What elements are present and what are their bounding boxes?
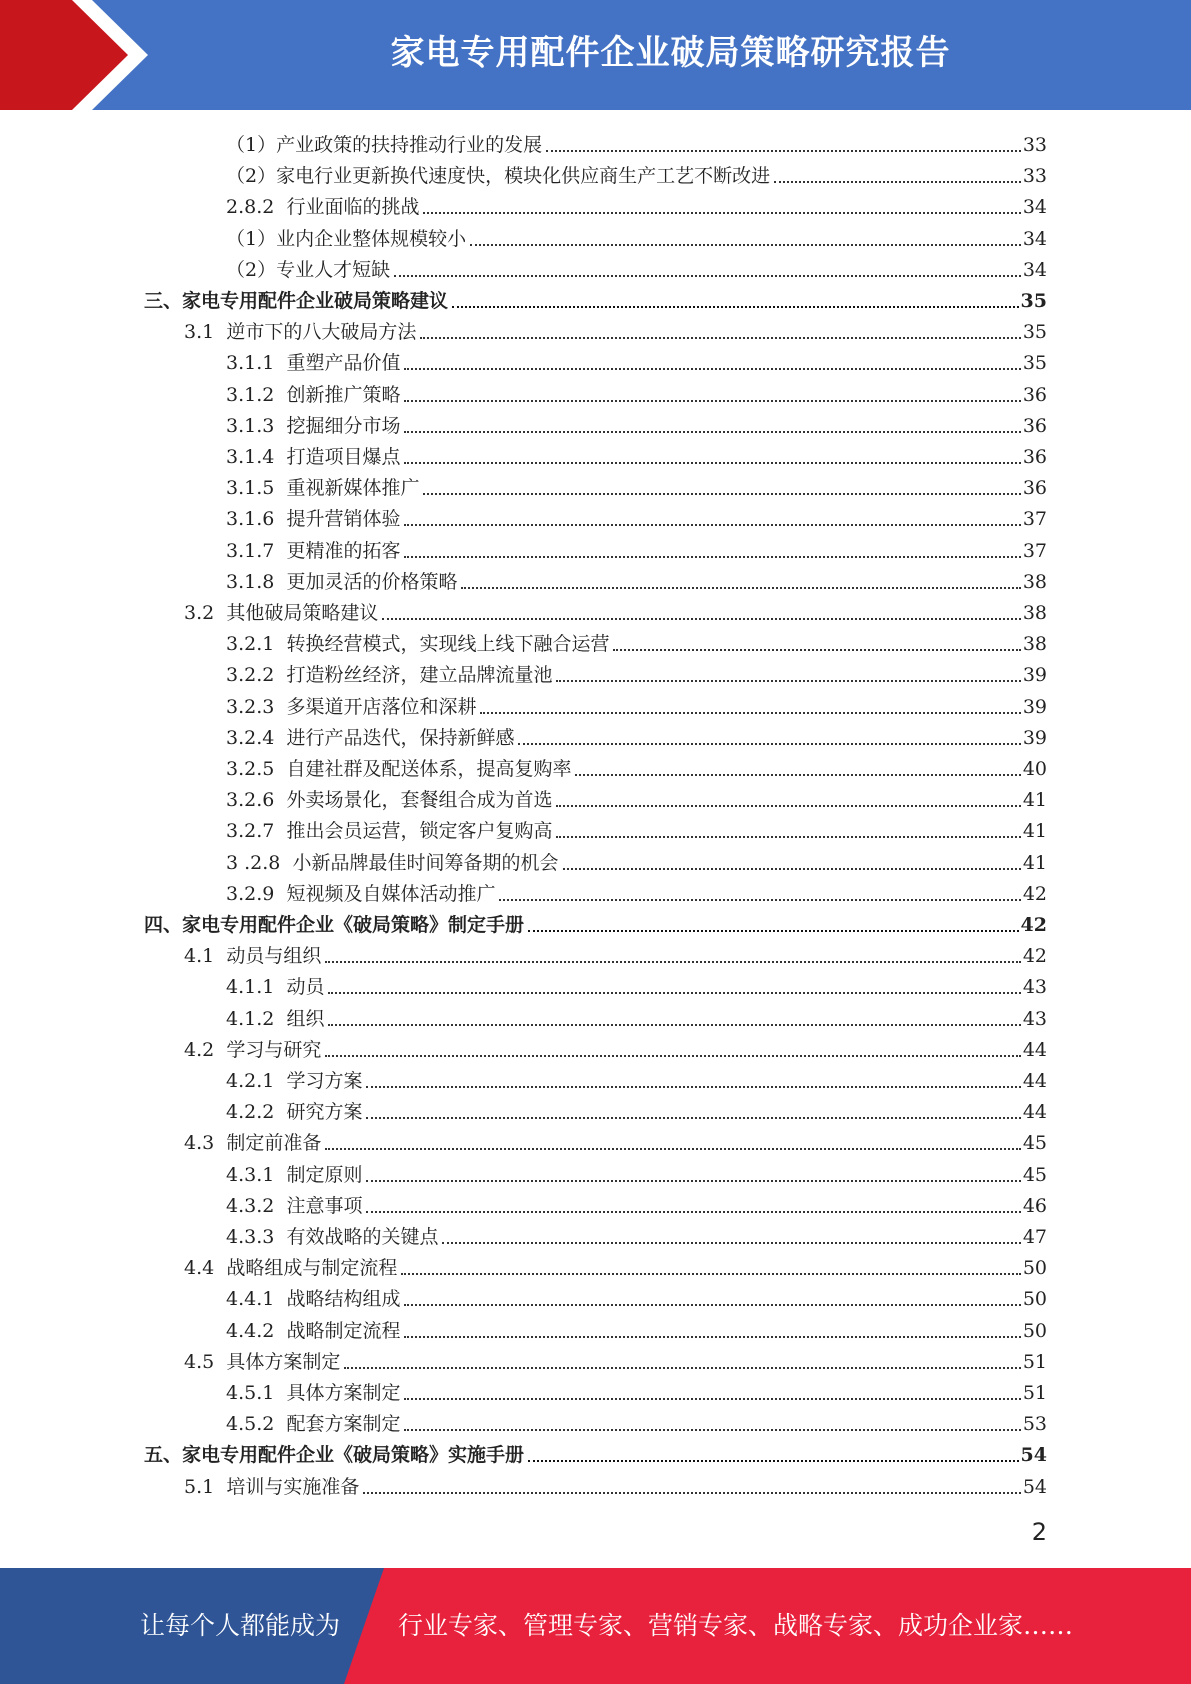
toc-dot-leader	[518, 743, 1020, 745]
toc-dot-leader	[325, 961, 1020, 963]
toc-entry-number: 3.2.1	[226, 633, 275, 656]
toc-entry[interactable]	[226, 814, 1047, 844]
toc-dot-leader	[366, 1180, 1020, 1182]
toc-entry-number: 4.4.2	[226, 1319, 275, 1342]
toc-entry-number: 3.1.1	[226, 352, 275, 375]
toc-entry-page: 51	[1022, 1382, 1047, 1404]
toc-dot-leader	[404, 556, 1020, 558]
toc-entry[interactable]	[226, 877, 1047, 907]
toc-entry-title: 战略制定流程	[286, 1319, 401, 1342]
toc-entry-number: 5.1	[184, 1475, 215, 1498]
toc-entry-page: 35	[1022, 321, 1047, 344]
toc-entry[interactable]	[226, 159, 1047, 189]
toc-entry[interactable]	[226, 409, 1047, 439]
toc-entry-number: 3.2.7	[226, 820, 275, 843]
toc-entry-page: 50	[1022, 1288, 1047, 1311]
toc-entry-number: 4.3.2	[226, 1194, 275, 1217]
toc-entry-number: 4.4.1	[226, 1288, 275, 1311]
toc-entry-page: 42	[1020, 914, 1047, 936]
toc-entry[interactable]	[184, 939, 1047, 969]
toc-entry-title: 推出会员运营，锁定客户复购高	[286, 820, 553, 843]
toc-dot-leader	[499, 899, 1020, 901]
toc-dot-leader	[442, 1242, 1020, 1244]
toc-entry[interactable]	[226, 1220, 1047, 1250]
toc-entry-page: 41	[1022, 851, 1047, 874]
toc-dot-leader	[363, 1492, 1020, 1494]
toc-entry-title: 制定前准备	[226, 1132, 322, 1155]
toc-dot-leader	[382, 618, 1020, 620]
toc-entry-number: 3.1.3	[226, 414, 275, 437]
toc-entry[interactable]	[226, 253, 1047, 283]
toc-entry-page: 36	[1022, 383, 1047, 406]
toc-entry-page: 45	[1022, 1163, 1047, 1186]
toc-entry-number: 3.1.4	[226, 446, 275, 468]
toc-entry[interactable]	[226, 471, 1047, 501]
toc-entry[interactable]	[226, 128, 1047, 158]
footer-slogan-left: 让每个人都能成为	[140, 1611, 341, 1640]
toc-dot-leader	[423, 493, 1020, 495]
toc-dot-leader	[366, 1117, 1020, 1119]
toc-dot-leader	[774, 181, 1021, 183]
toc-entry-number: 3.1	[184, 321, 215, 344]
toc-entry[interactable]	[226, 690, 1047, 720]
toc-entry-title: 战略组成与制定流程	[226, 1257, 398, 1280]
toc-entry-title: 配套方案制定	[286, 1413, 401, 1436]
toc-entry[interactable]	[226, 1064, 1047, 1094]
toc-entry-page: 33	[1022, 165, 1047, 188]
toc-entry-title: 其他破局策略建议	[226, 602, 379, 624]
toc-entry-page: 37	[1022, 539, 1047, 562]
toc-entry[interactable]	[226, 565, 1047, 595]
toc-entry[interactable]	[226, 502, 1047, 532]
toc-entry-title: 重视新媒体推广	[286, 477, 420, 500]
toc-entry-number: 3.1.8	[226, 570, 275, 593]
toc-entry-number: 4.2.2	[226, 1101, 275, 1124]
toc-dot-leader	[452, 306, 1019, 308]
toc-entry-page: 36	[1022, 414, 1047, 437]
toc-entry-number: 3.1.2	[226, 383, 275, 406]
toc-entry-number: 4.3.1	[226, 1163, 275, 1186]
toc-entry-page: 34	[1022, 227, 1047, 250]
toc-dot-leader	[404, 400, 1020, 402]
toc-entry-page: 36	[1022, 477, 1047, 500]
toc-entry[interactable]	[144, 284, 1047, 314]
toc-entry-title: 动员与组织	[226, 945, 322, 968]
toc-entry-title: （1）业内企业整体规模较小	[226, 227, 467, 250]
toc-entry-page: 39	[1022, 695, 1047, 718]
toc-entry-page: 43	[1022, 1007, 1047, 1030]
toc-entry[interactable]	[144, 908, 1047, 938]
toc-entry-title: 战略结构组成	[286, 1288, 401, 1311]
toc-entry[interactable]	[226, 721, 1047, 751]
toc-entry-page: 39	[1022, 726, 1047, 749]
toc-entry-page: 34	[1022, 258, 1047, 281]
toc-entry-title: 自建社群及配送体系，提高复购率	[286, 758, 572, 780]
toc-entry-number: 4.3	[184, 1132, 215, 1155]
toc-entry-number: 4.1	[184, 945, 215, 968]
footer-slogan-right: 行业专家、管理专家、营销专家、战略专家、成功企业家……	[398, 1611, 1074, 1640]
toc-dot-leader	[423, 212, 1020, 214]
toc-entry[interactable]	[226, 1095, 1047, 1125]
toc-entry[interactable]	[226, 1158, 1047, 1188]
toc-entry[interactable]	[226, 190, 1047, 220]
toc-entry-title: 具体方案制定	[226, 1350, 341, 1373]
toc-entry-title: 制定原则	[286, 1163, 363, 1186]
toc-entry-page: 35	[1020, 290, 1047, 312]
toc-entry-page: 53	[1022, 1413, 1047, 1436]
toc-entry[interactable]	[226, 1002, 1047, 1032]
toc-dot-leader	[328, 1024, 1020, 1026]
toc-entry-page: 44	[1022, 1101, 1047, 1124]
toc-dot-leader	[556, 836, 1020, 838]
toc-entry-title: 三、家电专用配件企业破局策略建议	[144, 290, 449, 312]
toc-entry[interactable]	[226, 346, 1047, 376]
toc-entry-number: 3.1.7	[226, 539, 275, 562]
toc-entry-page: 38	[1022, 633, 1047, 656]
toc-entry-page: 43	[1022, 976, 1047, 999]
toc-entry-title: 重塑产品价值	[286, 352, 401, 375]
toc-entry[interactable]	[226, 1376, 1047, 1406]
toc-dot-leader	[613, 649, 1020, 651]
toc-entry-page: 45	[1022, 1132, 1047, 1155]
toc-entry[interactable]	[226, 440, 1047, 470]
page-number: 2	[1031, 1518, 1047, 1546]
toc-dot-leader	[325, 1148, 1020, 1150]
toc-entry-number: 3.2.2	[226, 664, 275, 687]
toc-entry-page: 50	[1022, 1257, 1047, 1280]
toc-dot-leader	[556, 805, 1020, 807]
toc-dot-leader	[404, 1336, 1020, 1338]
toc-dot-leader	[461, 587, 1020, 589]
toc-entry[interactable]	[226, 1314, 1047, 1344]
toc-entry[interactable]	[226, 846, 1047, 876]
toc-entry-title: 学习与研究	[226, 1038, 322, 1061]
toc-entry[interactable]	[184, 1345, 1047, 1375]
toc-dot-leader	[480, 712, 1020, 714]
toc-entry-title: （1）产业政策的扶持推动行业的发展	[226, 134, 543, 156]
toc-entry-page: 33	[1022, 134, 1047, 156]
toc-entry-title: 有效战略的关键点	[286, 1226, 439, 1248]
toc-dot-leader	[528, 930, 1019, 932]
toc-entry[interactable]	[184, 315, 1047, 345]
toc-dot-leader	[394, 275, 1021, 277]
toc-dot-leader	[404, 368, 1020, 370]
toc-entry-page: 35	[1022, 352, 1047, 375]
toc-entry-number: 3.2.6	[226, 789, 275, 812]
toc-entry-title: 提升营销体验	[286, 508, 401, 531]
toc-entry[interactable]	[144, 1438, 1047, 1468]
toc-entry-title: 注意事项	[286, 1194, 363, 1217]
toc-entry-title: 小新品牌最佳时间筹备期的机会	[292, 851, 559, 874]
toc-dot-leader	[328, 992, 1020, 994]
toc-entry-number: 3.2.3	[226, 695, 275, 718]
toc-entry[interactable]	[226, 1407, 1047, 1437]
toc-dot-leader	[404, 1429, 1020, 1431]
toc-dot-leader	[546, 150, 1021, 152]
toc-dot-leader	[528, 1460, 1019, 1462]
toc-entry[interactable]	[226, 1282, 1047, 1312]
toc-entry-page: 42	[1022, 882, 1047, 905]
toc-entry-number: 3 .2.8	[226, 851, 281, 874]
toc-entry-page: 40	[1022, 758, 1047, 780]
toc-entry-page: 38	[1022, 602, 1047, 624]
toc-entry-title: 五、家电专用配件企业《破局策略》实施手册	[144, 1444, 525, 1467]
toc-entry-title: 动员	[286, 976, 325, 999]
toc-entry-title: 多渠道开店落位和深耕	[286, 695, 477, 718]
toc-entry-title: 打造粉丝经济，建立品牌流量池	[286, 664, 553, 687]
toc-entry[interactable]	[184, 1126, 1047, 1156]
toc-entry-number: 2.8.2	[226, 196, 275, 219]
toc-dot-leader	[404, 431, 1020, 433]
toc-entry-page: 36	[1022, 446, 1047, 468]
toc-dot-leader	[404, 1398, 1020, 1400]
toc-entry[interactable]	[226, 1189, 1047, 1219]
toc-entry[interactable]	[184, 1470, 1047, 1500]
toc-entry[interactable]	[226, 783, 1047, 813]
toc-entry-number: 3.1.6	[226, 508, 275, 531]
toc-entry-title: 具体方案制定	[286, 1382, 401, 1404]
toc-entry-number: 4.4	[184, 1257, 215, 1280]
toc-dot-leader	[344, 1367, 1020, 1369]
toc-entry-page: 51	[1022, 1350, 1047, 1373]
toc-entry-title: 挖掘细分市场	[286, 414, 401, 437]
toc-dot-leader	[470, 244, 1021, 246]
toc-entry-page: 37	[1022, 508, 1047, 531]
toc-entry-title: 打造项目爆点	[286, 446, 401, 468]
toc-dot-leader	[325, 1055, 1020, 1057]
toc-entry-number: 4.5	[184, 1350, 215, 1373]
toc-entry-number: 4.5.2	[226, 1413, 275, 1436]
toc-entry-page: 54	[1020, 1444, 1047, 1467]
toc-entry-page: 44	[1022, 1070, 1047, 1092]
header-bar	[0, 0, 1191, 110]
toc-dot-leader	[366, 1086, 1020, 1088]
toc-entry-title: （2）家电行业更新换代速度快，模块化供应商生产工艺不断改进	[226, 165, 771, 188]
toc-entry-number: 3.2	[184, 602, 215, 624]
toc-dot-leader	[366, 1211, 1020, 1213]
toc-dot-leader	[404, 462, 1020, 464]
toc-entry-page: 50	[1022, 1319, 1047, 1342]
toc-entry-title: 创新推广策略	[286, 383, 401, 406]
toc-entry-title: （2）专业人才短缺	[226, 258, 391, 281]
toc-entry-number: 4.2	[184, 1038, 215, 1061]
toc-entry[interactable]	[226, 970, 1047, 1000]
toc-dot-leader	[556, 680, 1020, 682]
toc-entry-number: 4.1.1	[226, 976, 275, 999]
toc-entry-title: 短视频及自媒体活动推广	[286, 882, 496, 905]
toc-entry[interactable]	[226, 222, 1047, 252]
toc-entry[interactable]	[226, 534, 1047, 564]
toc-entry-page: 46	[1022, 1194, 1047, 1217]
toc-entry-title: 外卖场景化，套餐组合成为首选	[286, 789, 553, 812]
toc-entry-page: 44	[1022, 1038, 1047, 1061]
toc-dot-leader	[575, 774, 1020, 776]
toc-entry-title: 四、家电专用配件企业《破局策略》制定手册	[144, 914, 525, 936]
toc-entry-number: 4.3.3	[226, 1226, 275, 1248]
toc-entry-number: 4.5.1	[226, 1382, 275, 1404]
toc-entry[interactable]	[226, 658, 1047, 688]
report-title: 家电专用配件企业破局策略研究报告	[390, 33, 951, 73]
toc-entry[interactable]	[184, 1251, 1047, 1281]
toc-dot-leader	[401, 1273, 1020, 1275]
toc-entry-page: 41	[1022, 820, 1047, 843]
toc-entry-page: 54	[1022, 1475, 1047, 1498]
toc-entry-title: 培训与实施准备	[226, 1475, 360, 1498]
toc-entry-number: 3.1.5	[226, 477, 275, 500]
toc-entry-page: 39	[1022, 664, 1047, 687]
toc-entry-title: 转换经营模式，实现线上线下融合运营	[286, 633, 610, 656]
toc-dot-leader	[420, 337, 1020, 339]
toc-entry-number: 3.2.4	[226, 726, 275, 749]
toc-entry-title: 学习方案	[286, 1070, 363, 1092]
footer-banner	[0, 1568, 1191, 1684]
toc-entry[interactable]	[184, 596, 1047, 626]
toc-entry-page: 34	[1022, 196, 1047, 219]
toc-entry-number: 4.1.2	[226, 1007, 275, 1030]
toc-entry-title: 行业面临的挑战	[286, 196, 420, 219]
toc-entry-page: 41	[1022, 789, 1047, 812]
toc-entry[interactable]	[184, 1033, 1047, 1063]
toc-dot-leader	[563, 868, 1021, 870]
toc-entry-number: 3.2.9	[226, 882, 275, 905]
toc-entry-title: 进行产品迭代，保持新鲜感	[286, 726, 515, 749]
toc-entry-title: 更加灵活的价格策略	[286, 570, 458, 593]
toc-entry[interactable]	[226, 752, 1047, 782]
toc-entry-number: 4.2.1	[226, 1070, 275, 1092]
toc-entry-page: 47	[1022, 1226, 1047, 1248]
toc-entry-title: 逆市下的八大破局方法	[226, 321, 417, 344]
toc-entry-title: 研究方案	[286, 1101, 363, 1124]
toc-entry-page: 38	[1022, 570, 1047, 593]
toc-dot-leader	[404, 1304, 1020, 1306]
toc-entry[interactable]	[226, 378, 1047, 408]
toc-entry-number: 3.2.5	[226, 758, 275, 780]
toc-dot-leader	[404, 524, 1020, 526]
header-arrow-decoration	[0, 0, 160, 110]
toc-entry-title: 组织	[286, 1007, 325, 1030]
toc-entry-page: 42	[1022, 945, 1047, 968]
toc-entry[interactable]	[226, 627, 1047, 657]
toc-entry-title: 更精准的拓客	[286, 539, 401, 562]
